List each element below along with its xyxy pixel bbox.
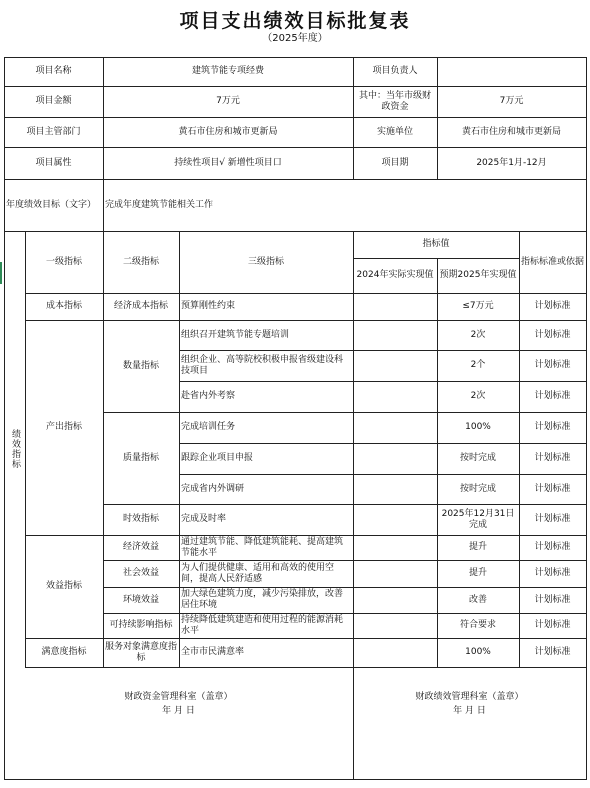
level2-social-benefit: 社会效益 <box>122 568 159 578</box>
col-expect-2025-header: 预期2025年实现值 <box>439 270 517 280</box>
row-11-basis: 计划标准 <box>534 620 571 630</box>
level2-quality: 质量指标 <box>122 452 159 463</box>
city-fund-label: 其中：当年市级财政资金 <box>358 90 431 112</box>
row-6-level3: 完成省内外调研 <box>181 483 245 494</box>
row-11-level3: 持续降低建筑建造和使用过程的能源消耗水平 <box>181 614 344 636</box>
row-1-expect-2025: 2次 <box>470 329 486 340</box>
project-amount-value: 7万元 <box>216 96 240 106</box>
city-fund-value: 7万元 <box>499 96 524 106</box>
row-10-actual-2024 <box>353 587 437 613</box>
level1-benefit: 效益指标 <box>45 581 82 591</box>
row-8-level3: 通过建筑节能、降低建筑能耗、提高建筑节能水平 <box>181 536 344 558</box>
footer-left-date: 年 月 日 <box>162 705 195 716</box>
level2-sustain: 可持续影响指标 <box>109 620 173 630</box>
row-4-expect-2025: 100% <box>465 422 491 432</box>
row-7-expect-2025: 2025年12月31日完成 <box>441 508 515 530</box>
dept-value: 黄石市住房和城市更新局 <box>178 126 278 137</box>
row-7-level3: 完成及时率 <box>181 514 227 524</box>
goal-value: 完成年度建筑节能相关工作 <box>105 199 214 210</box>
row-12-actual-2024 <box>353 638 437 667</box>
row-3-expect-2025: 2次 <box>470 391 486 401</box>
row-3-actual-2024 <box>353 381 437 412</box>
level2-service: 服务对象满意度指标 <box>105 641 178 663</box>
page-subtitle: （2025年度） <box>262 33 328 44</box>
row-0-actual-2024 <box>353 293 437 320</box>
col-level1-header: 一级指标 <box>45 256 82 267</box>
row-8-basis: 计划标准 <box>534 542 571 552</box>
project-name-label: 项目名称 <box>35 66 72 76</box>
footer-right-office: 财政绩效管理科室（盖章） <box>415 691 524 702</box>
row-2-actual-2024 <box>353 350 437 381</box>
table-border <box>353 667 354 780</box>
col-value-header: 指标值 <box>422 239 450 249</box>
level2-econ-cost: 经济成本指标 <box>113 301 168 311</box>
level2-quantity: 数量指标 <box>122 360 159 371</box>
row-6-basis: 计划标准 <box>534 483 571 494</box>
row-12-level3: 全市市民满意率 <box>181 647 245 657</box>
level1-output: 产出指标 <box>45 422 82 432</box>
row-3-basis: 计划标准 <box>534 391 571 401</box>
row-11-expect-2025: 符合要求 <box>459 620 496 630</box>
row-9-basis: 计划标准 <box>534 568 571 578</box>
row-2-expect-2025: 2个 <box>470 360 486 370</box>
col-level3-header: 三级指标 <box>247 256 284 267</box>
row-10-expect-2025: 改善 <box>468 594 487 605</box>
level2-timeliness: 时效指标 <box>122 514 159 524</box>
row-6-actual-2024 <box>353 474 437 504</box>
row-4-level3: 完成培训任务 <box>181 422 236 432</box>
row-12-basis: 计划标准 <box>534 647 571 657</box>
row-5-level3: 跟踪企业项目申报 <box>181 453 254 463</box>
project-amount-label: 项目金额 <box>35 96 72 106</box>
row-7-basis: 计划标准 <box>534 514 571 524</box>
row-7-actual-2024 <box>353 504 437 535</box>
row-9-actual-2024 <box>353 560 437 587</box>
col-basis-header: 指标标准或依据 <box>521 256 585 267</box>
row-1-actual-2024 <box>353 320 437 350</box>
page-title: 项目支出绩效目标批复表 <box>179 10 411 32</box>
row-10-basis: 计划标准 <box>534 594 571 605</box>
row-0-expect-2025: ≤7万元 <box>462 301 494 311</box>
row-1-level3: 组织召开建筑节能专题培训 <box>181 329 290 340</box>
level1-cost: 成本指标 <box>45 301 82 311</box>
footer-left-office: 财政资金管理科室（盖章） <box>124 691 233 702</box>
dept-label: 项目主管部门 <box>26 126 81 137</box>
period-value: 2025年1月-12月 <box>476 157 547 168</box>
row-11-actual-2024 <box>353 613 437 638</box>
table-border <box>586 57 587 780</box>
row-9-expect-2025: 提升 <box>468 568 487 578</box>
row-1-basis: 计划标准 <box>534 329 571 340</box>
row-8-actual-2024 <box>353 535 437 560</box>
table-border <box>4 779 587 780</box>
row-0-level3: 预算刚性约束 <box>181 301 236 311</box>
unit-value: 黄石市住房和城市更新局 <box>461 126 561 137</box>
period-label: 项目期 <box>381 157 409 168</box>
row-9-level3: 为人们提供健康、适用和高效的使用空间，提高人民舒适感 <box>181 562 335 584</box>
row-5-expect-2025: 按时完成 <box>459 453 496 463</box>
row-5-basis: 计划标准 <box>534 453 571 463</box>
row-12-expect-2025: 100% <box>465 647 491 657</box>
goal-label: 年度绩效目标（文字） <box>6 199 97 210</box>
project-attr-value: 持续性项目√ 新增性项目口 <box>174 157 282 168</box>
row-6-expect-2025: 按时完成 <box>459 483 496 494</box>
row-8-expect-2025: 提升 <box>468 542 487 552</box>
row-5-actual-2024 <box>353 443 437 474</box>
row-3-level3: 赴省内外考察 <box>181 391 236 401</box>
project-attr-label: 项目属性 <box>35 157 72 168</box>
level2-env-benefit: 环境效益 <box>122 594 159 605</box>
level1-satisfaction: 满意度指标 <box>41 647 87 657</box>
row-2-basis: 计划标准 <box>534 360 571 370</box>
side-label-performance: 绩效指标 <box>10 429 20 469</box>
col-level2-header: 二级指标 <box>122 256 159 267</box>
table-border <box>25 667 587 668</box>
row-2-level3: 组织企业、高等院校积极申报省级建设科技项目 <box>181 354 344 376</box>
project-owner-label: 项目负责人 <box>372 66 418 76</box>
unit-label: 实施单位 <box>376 126 413 137</box>
row-10-level3: 加大绿色建筑力度，减少污染排放，改善居住环境 <box>181 589 344 610</box>
level2-econ-benefit: 经济效益 <box>122 542 159 552</box>
row-0-basis: 计划标准 <box>534 301 571 311</box>
col-actual-2024-header: 2024年实际实现值 <box>356 270 434 280</box>
row-4-actual-2024 <box>353 412 437 443</box>
project-name-value: 建筑节能专项经费 <box>191 66 264 76</box>
project-owner-value <box>437 57 586 86</box>
row-4-basis: 计划标准 <box>534 422 571 432</box>
footer-right-date: 年 月 日 <box>453 705 486 716</box>
